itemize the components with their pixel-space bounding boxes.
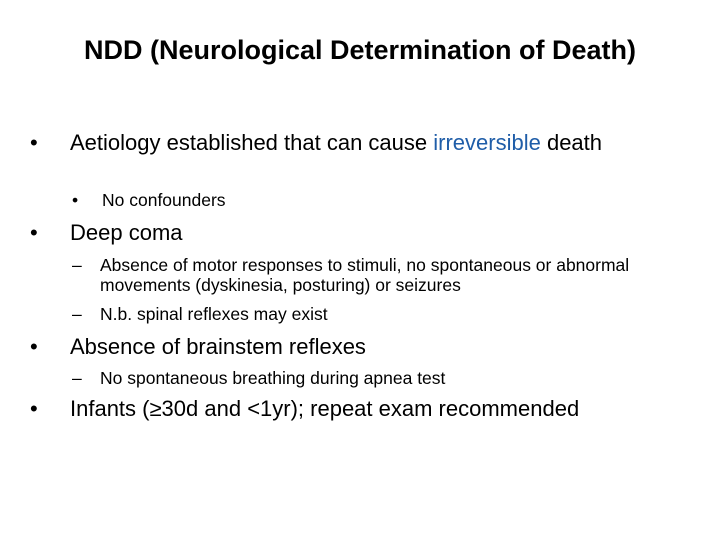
sub-bullet-text: N.b. spinal reflexes may exist [100,304,328,324]
emphasis-irreversible: irreversible [433,130,541,155]
bullet-text: Absence of brainstem reflexes [70,334,366,359]
bullet-marker: • [30,220,38,245]
bullet-text: Infants (≥30d and <1yr); repeat exam recommended [70,396,580,421]
sub-bullet-text: No spontaneous breathing during apnea test [100,368,446,388]
sub-bullet-no-confounders [72,190,672,210]
bullet-brainstem-reflexes [30,336,670,358]
sub-bullet-text: No confounders [102,190,226,210]
bullet-deep-coma [30,222,670,244]
bullet-marker: • [30,334,38,359]
sub-bullet-spinal-reflexes [72,304,672,324]
bullet-text: Deep coma [70,220,183,245]
sub-bullet-marker: – [72,368,82,388]
bullet-infants [30,398,710,420]
bullet-text: Aetiology established that can cause irreversible death [70,130,603,155]
slide-title: NDD (Neurological Determination of Death) [83,35,637,65]
bullet-aetiology [30,132,670,154]
sub-bullet-motor-responses [72,255,692,295]
sub-bullet-text: Absence of motor responses to stimuli, no spontaneous or abnormal movements (dyskinesia, posturing) or seizures [100,255,630,295]
sub-bullet-apnea-test [72,368,672,388]
sub-bullet-marker: – [72,255,82,275]
sub-bullet-marker: • [72,190,79,210]
bullet-marker: • [30,130,38,155]
sub-bullet-marker: – [72,304,82,324]
bullet-marker: • [30,396,38,421]
